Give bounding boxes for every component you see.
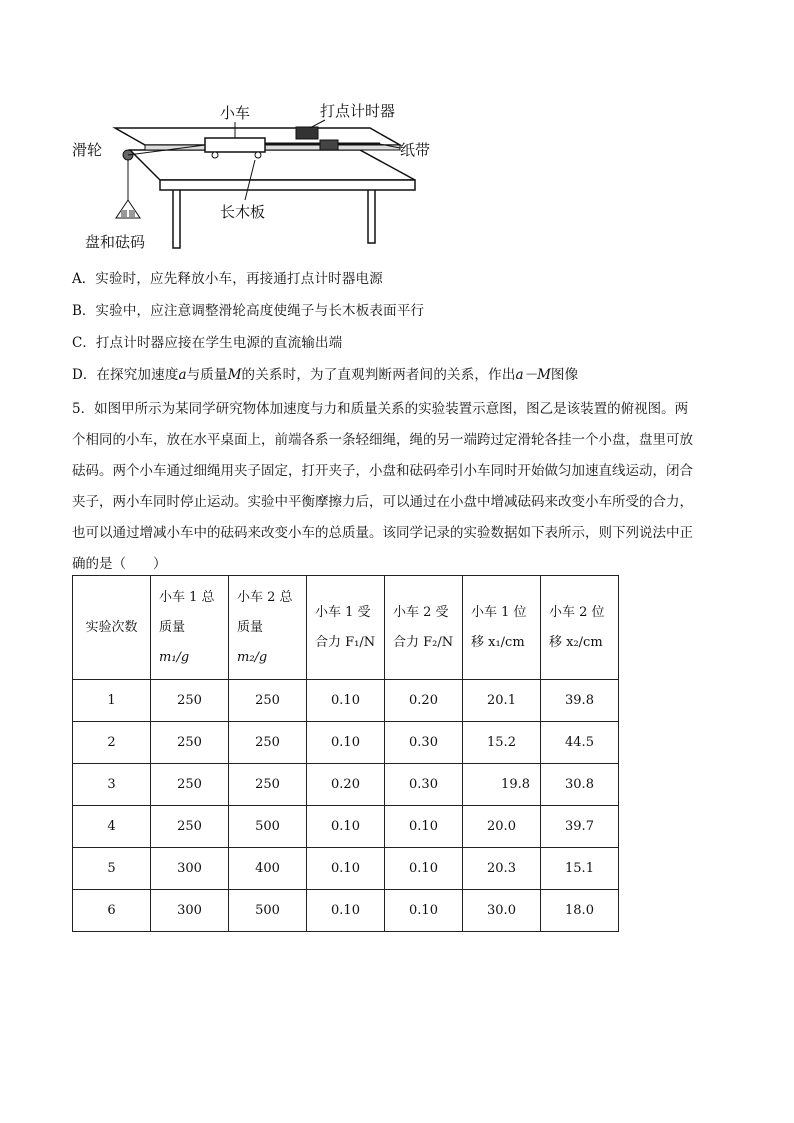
table-cell: 5 <box>73 848 151 890</box>
option-a <box>72 268 732 300</box>
table-row <box>73 806 619 848</box>
question-5 <box>72 394 732 580</box>
question-line: 夹子，两小车同时停止运动。实验中平衡摩擦力后，可以通过在小盘中增减砝码来改变小车所受的合力， <box>72 494 693 510</box>
label-weights: 盘和砝码 <box>85 233 146 251</box>
option-text: 的关系时，为了直观判断两者间的关系，作出 <box>241 367 516 383</box>
option-letter: A． <box>72 271 96 287</box>
table-cell: 250 <box>151 806 229 848</box>
table-cell: 0.10 <box>307 848 385 890</box>
cart-wheel-right <box>255 152 261 158</box>
label-cart: 小车 <box>220 104 251 122</box>
option-letter: C． <box>72 335 96 351</box>
table-cell: 250 <box>151 680 229 722</box>
table-cell: 0.30 <box>385 764 463 806</box>
table-cell: 20.1 <box>463 680 541 722</box>
option-text: 实验时，应先释放小车，再接通打点计时器电源 <box>95 271 383 287</box>
label-pulley: 滑轮 <box>72 141 103 159</box>
table-cell: 15.1 <box>541 848 619 890</box>
var-a: a <box>178 367 187 383</box>
header-x1: 小车 1 位 移 x₁/cm <box>463 576 541 680</box>
table-cell: 20.3 <box>463 848 541 890</box>
answer-options <box>72 268 732 396</box>
table-cell: 0.10 <box>307 680 385 722</box>
table-cell: 2 <box>73 722 151 764</box>
table-cell: 30.8 <box>541 764 619 806</box>
table-cell: 19.8 <box>463 764 541 806</box>
table-cell: 20.0 <box>463 806 541 848</box>
var-m: M <box>227 367 242 383</box>
table-cell: 0.20 <box>385 680 463 722</box>
table-front-edge <box>160 180 415 190</box>
table-cell: 0.10 <box>385 890 463 932</box>
table-cell: 300 <box>151 890 229 932</box>
option-b <box>72 300 732 332</box>
table-cell: 250 <box>229 764 307 806</box>
table-row <box>73 890 619 932</box>
question-line: 砝码。两个小车通过细绳用夹子固定，打开夹子，小盘和砝码牵引小车同时开始做匀加速直线运动，闭合 <box>72 463 693 479</box>
weight-pan <box>116 200 140 218</box>
header-f2: 小车 2 受 合力 F₂/N <box>385 576 463 680</box>
table-cell: 44.5 <box>541 722 619 764</box>
table-cell: 1 <box>73 680 151 722</box>
table-cell: 0.10 <box>307 722 385 764</box>
header-m1: 小车 1 总 质量 m₁/g <box>151 576 229 680</box>
table-row <box>73 722 619 764</box>
table-cell: 0.20 <box>307 764 385 806</box>
header-trial: 实验次数 <box>73 576 151 680</box>
table-cell: 15.2 <box>463 722 541 764</box>
table-cell: 250 <box>151 722 229 764</box>
table-cell: 0.10 <box>307 890 385 932</box>
table-cell: 18.0 <box>541 890 619 932</box>
cart-wheel-left <box>212 152 218 158</box>
ticker-timer <box>296 127 318 139</box>
cart <box>205 138 265 152</box>
table-cell: 250 <box>229 680 307 722</box>
option-text: 实验中，应注意调整滑轮高度使绳子与长木板表面平行 <box>95 303 425 319</box>
table-row <box>73 764 619 806</box>
table-cell: 400 <box>229 848 307 890</box>
table-cell: 500 <box>229 890 307 932</box>
table-cell: 39.8 <box>541 680 619 722</box>
weight-block <box>129 210 135 217</box>
option-letter: D． <box>72 367 97 383</box>
header-f1: 小车 1 受 合力 F₁/N <box>307 576 385 680</box>
experiment-data-table <box>72 575 619 932</box>
header-m2: 小车 2 总 质量 m₂/g <box>229 576 307 680</box>
table-header-row <box>73 576 619 680</box>
apparatus-figure <box>70 100 430 260</box>
table-cell: 4 <box>73 806 151 848</box>
option-c <box>72 332 732 364</box>
option-d <box>72 364 732 396</box>
question-line: 也可以通过增减小车中的砝码来改变小车的总质量。该同学记录的实验数据如下表所示，则下列说法中正 <box>72 525 693 541</box>
apparatus-diagram <box>70 100 430 260</box>
header-x2: 小车 2 位 移 x₂/cm <box>541 576 619 680</box>
table-leg-left <box>173 188 180 248</box>
option-text: 图像 <box>550 367 579 383</box>
question-line: 个相同的小车，放在水平桌面上，前端各系一条轻细绳，绳的另一端跨过定滑轮各挂一个小盘，盘里可放 <box>72 432 693 448</box>
ticker-timer-clamp <box>320 140 338 150</box>
question-line: 确的是（ ） <box>72 556 167 572</box>
table-cell: 250 <box>151 764 229 806</box>
table-row <box>73 848 619 890</box>
question-line: 5．如图甲所示为某同学研究物体加速度与力和质量关系的实验装置示意图，图乙是该装置的俯视图。两 <box>72 401 689 417</box>
table-cell: 6 <box>73 890 151 932</box>
table-cell: 39.7 <box>541 806 619 848</box>
table-cell: 0.10 <box>307 806 385 848</box>
label-timer: 打点计时器 <box>320 102 396 120</box>
table-cell: 30.0 <box>463 890 541 932</box>
weight-block <box>121 210 127 217</box>
table-top <box>130 150 415 180</box>
table-cell: 0.10 <box>385 806 463 848</box>
option-text: 在探究加速度 <box>96 367 179 383</box>
table-cell: 300 <box>151 848 229 890</box>
option-text: 与质量 <box>186 367 228 383</box>
label-tape: 纸带 <box>400 141 430 159</box>
label-board: 长木板 <box>220 203 266 221</box>
table-cell: 3 <box>73 764 151 806</box>
table-cell: 0.30 <box>385 722 463 764</box>
table-cell: 250 <box>229 722 307 764</box>
table-row <box>73 680 619 722</box>
var-a-m: a－M <box>515 367 551 383</box>
table-leg-right <box>368 188 375 243</box>
option-text: 打点计时器应接在学生电源的直流输出端 <box>95 335 343 351</box>
option-letter: B． <box>72 303 96 319</box>
table-cell: 500 <box>229 806 307 848</box>
table-cell: 0.10 <box>385 848 463 890</box>
